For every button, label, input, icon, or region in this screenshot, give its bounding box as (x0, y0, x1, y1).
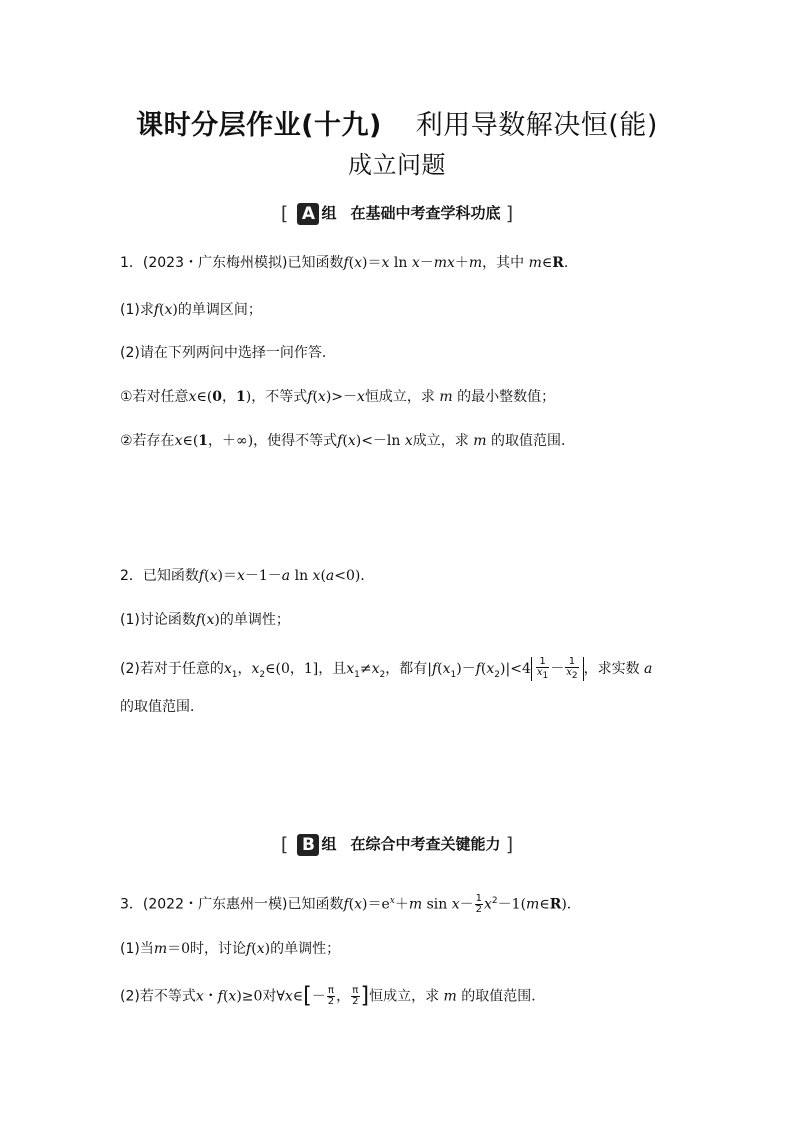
page-title-continued: 成立问题 (348, 151, 446, 179)
group-b-name: 组 (321, 835, 337, 853)
q1-stem: 1．(2023・广东梅州模拟)已知函数f(x)＝x ln x－mx＋m，其中 m∈R. (120, 255, 569, 271)
group-a-header: [ A 组 在基础中考查学科功底 ] (280, 202, 514, 225)
title-main: 课时分层作业(十九) (136, 110, 382, 141)
q1-option-2: ②若存在x∈(1，＋∞)，使得不等式f(x)<－ln x成立，求 m 的取值范围． (120, 433, 575, 449)
q1-option-1: ①若对任意x∈(0，1)，不等式f(x)>－x恒成立，求 m 的最小整数值； (120, 389, 556, 405)
group-b-desc: 在综合中考查关键能力 (350, 835, 501, 853)
q2-stem: 2．已知函数f(x)＝x－1－a ln x(a<0)． (120, 568, 375, 584)
q2-part1: (1)讨论函数f(x)的单调性； (120, 612, 290, 628)
q3-part1: (1)当m＝0时，讨论f(x)的单调性； (120, 941, 341, 957)
page-title (0, 103, 794, 142)
group-a-desc: 在基础中考查学科功底 (350, 204, 501, 222)
q3-stem: 3．(2022・广东惠州一模)已知函数$f(x)=e^x+m$ sin x－ $\frac{1}{2}$ $x^2-1(m\in R)$． (120, 893, 581, 916)
q2-part2-continued: 的取值范围． (120, 699, 204, 715)
q3-part2: (2)若不等式x・f(x)≥0对∀x∈[－ $\frac{\pi}{2}$ ， $\frac{\pi}{2}$ ]恒成立，求 m 的取值范围． (120, 983, 546, 1009)
q1-part2: (2)请在下列两问中选择一问作答． (120, 345, 336, 361)
group-b-header: [ B 组 在综合中考查关键能力 ] (280, 833, 514, 856)
title-sub-a: 利用导数解决恒(能) (415, 110, 658, 141)
q1-part1: (1)求f(x)的单调区间； (120, 302, 262, 318)
group-b-letter: B (297, 834, 319, 856)
group-a-letter: A (297, 203, 319, 225)
group-a-name: 组 (321, 204, 337, 222)
q2-part2: (2)若对于任意的$x_1$，$x_2\in(0$，1]，且$x_1\ne x_2$，都有$|f(x_1)-f(x_2)|<4$ $\frac{1}{x_1}$ － $\frac{1}{x_2}$ ，求实数 a (120, 656, 653, 681)
